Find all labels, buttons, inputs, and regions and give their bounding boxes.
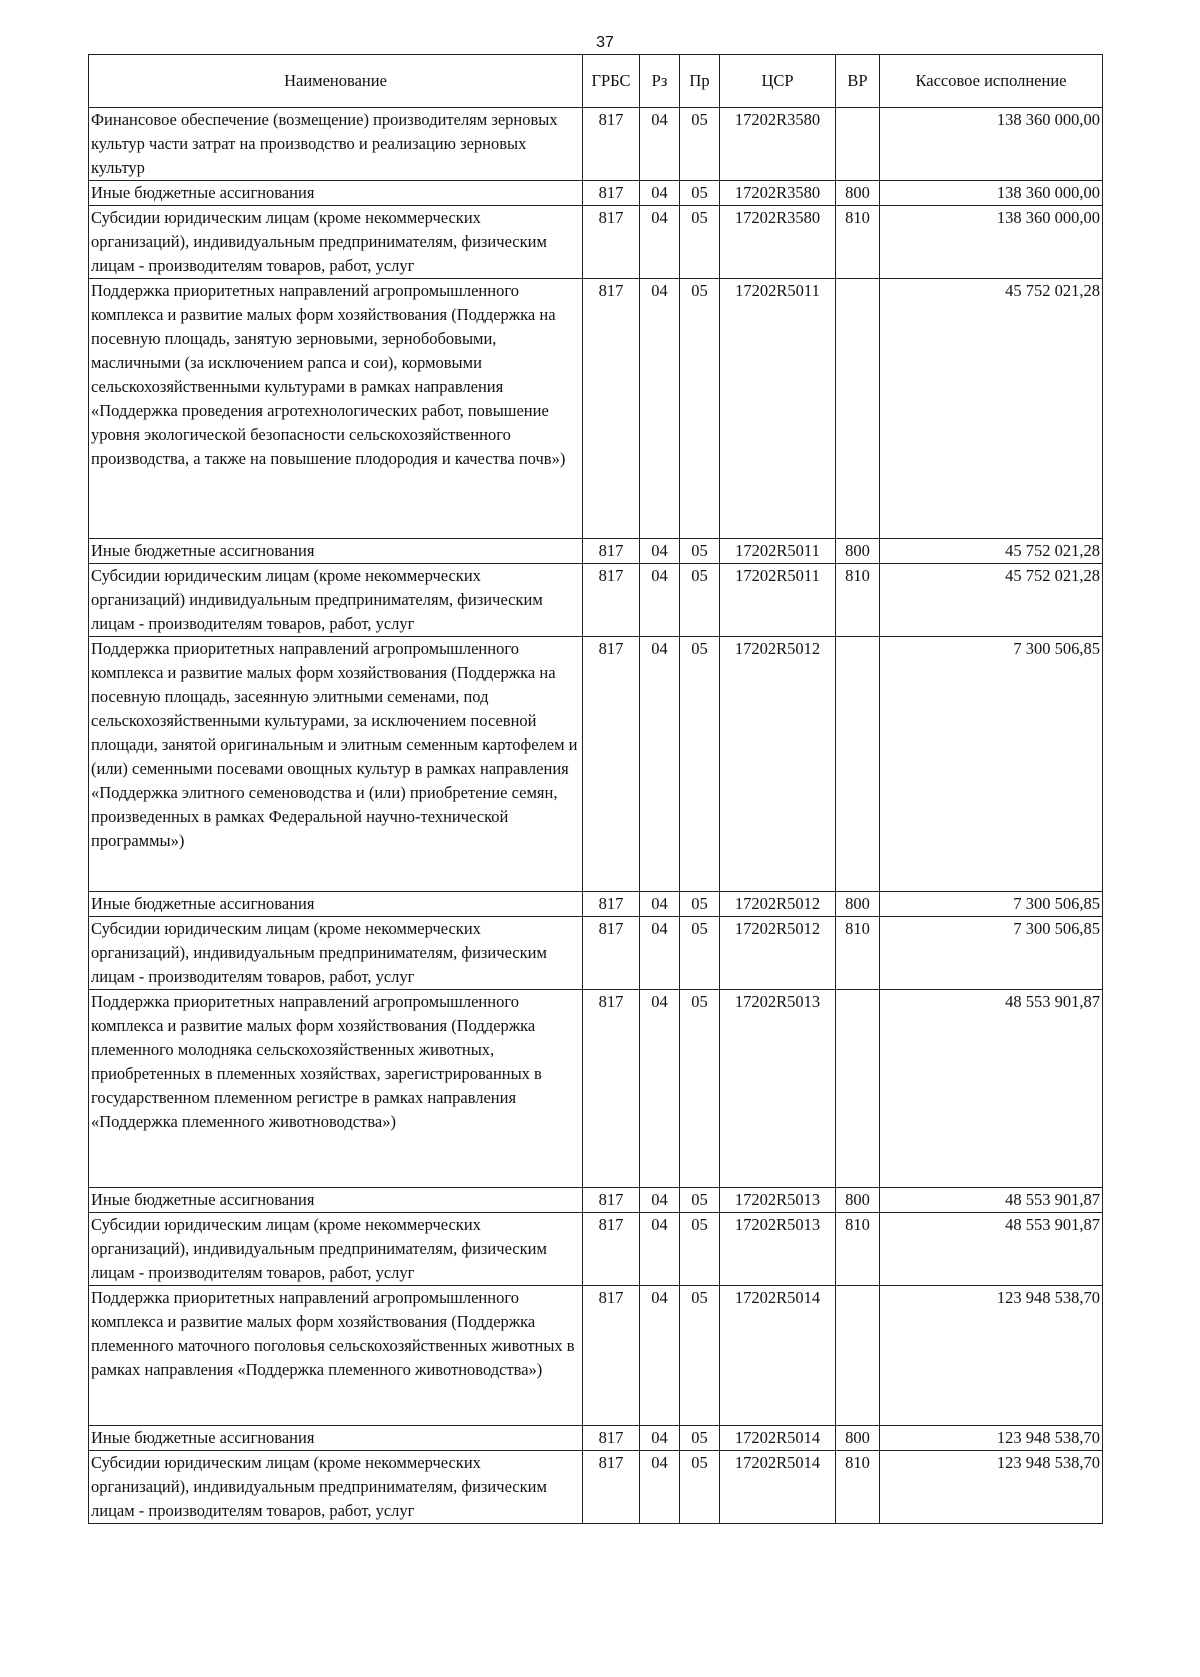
cell-grbs: 817 — [583, 1188, 640, 1213]
cell-vr: 810 — [836, 206, 880, 279]
header-amount: Кассовое исполнение — [880, 55, 1103, 108]
cell-name: Финансовое обеспечение (возмещение) производителям зерновых культур части затрат на производство и реализацию зерновых культур — [89, 108, 583, 181]
header-row — [89, 55, 1103, 108]
header-grbs: ГРБС — [583, 55, 640, 108]
cell-grbs: 817 — [583, 279, 640, 539]
cell-pr: 05 — [680, 990, 720, 1188]
cell-pr: 05 — [680, 206, 720, 279]
header-pr: Пр — [680, 55, 720, 108]
table-row — [89, 637, 1103, 892]
cell-name: Поддержка приоритетных направлений агропромышленного комплекса и развитие малых форм хозяйствования (Поддержка племенного маточного поголовья сельскохозяйственных животных в рамках направления «Поддержка племенного животноводства») — [89, 1286, 583, 1426]
cell-csr: 17202R3580 — [720, 108, 836, 181]
cell-rz: 04 — [640, 990, 680, 1188]
cell-rz: 04 — [640, 108, 680, 181]
cell-grbs: 817 — [583, 206, 640, 279]
header-name: Наименование — [89, 55, 583, 108]
cell-rz: 04 — [640, 1213, 680, 1286]
cell-vr: 810 — [836, 1213, 880, 1286]
cell-grbs: 817 — [583, 990, 640, 1188]
cell-pr: 05 — [680, 1286, 720, 1426]
cell-csr: 17202R5013 — [720, 1188, 836, 1213]
cell-vr: 810 — [836, 564, 880, 637]
cell-name: Иные бюджетные ассигнования — [89, 1188, 583, 1213]
cell-csr: 17202R5013 — [720, 990, 836, 1188]
cell-pr: 05 — [680, 539, 720, 564]
cell-csr: 17202R5014 — [720, 1286, 836, 1426]
cell-name: Иные бюджетные ассигнования — [89, 1426, 583, 1451]
cell-rz: 04 — [640, 917, 680, 990]
page-number: 37 — [596, 34, 614, 51]
cell-name: Поддержка приоритетных направлений агропромышленного комплекса и развитие малых форм хозяйствования (Поддержка племенного молодняка сельскохозяйственных животных, приобретенных в племенных хозяйствах, зарегистрированных в государственном племенном регистре в рамках направления «Поддержка племенного животноводства») — [89, 990, 583, 1188]
cell-grbs: 817 — [583, 181, 640, 206]
cell-amount: 48 553 901,87 — [880, 990, 1103, 1188]
cell-amount: 123 948 538,70 — [880, 1286, 1103, 1426]
cell-vr: 800 — [836, 1188, 880, 1213]
budget-execution-table — [88, 54, 1103, 1524]
cell-name: Субсидии юридическим лицам (кроме некоммерческих организаций), индивидуальным предпринимателям, физическим лицам - производителям товаров, работ, услуг — [89, 1451, 583, 1524]
table-body — [89, 108, 1103, 1524]
cell-vr: 800 — [836, 1426, 880, 1451]
cell-amount: 138 360 000,00 — [880, 108, 1103, 181]
cell-vr: 800 — [836, 539, 880, 564]
table-row — [89, 1286, 1103, 1426]
cell-csr: 17202R5013 — [720, 1213, 836, 1286]
cell-amount: 7 300 506,85 — [880, 637, 1103, 892]
header-csr: ЦСР — [720, 55, 836, 108]
cell-rz: 04 — [640, 564, 680, 637]
cell-rz: 04 — [640, 1188, 680, 1213]
cell-amount: 7 300 506,85 — [880, 917, 1103, 990]
cell-csr: 17202R3580 — [720, 206, 836, 279]
cell-vr — [836, 637, 880, 892]
cell-name: Субсидии юридическим лицам (кроме некоммерческих организаций) индивидуальным предпринимателям, физическим лицам - производителям товаров, работ, услуг — [89, 564, 583, 637]
table-row — [89, 1426, 1103, 1451]
cell-rz: 04 — [640, 1286, 680, 1426]
cell-vr: 800 — [836, 892, 880, 917]
cell-name: Субсидии юридическим лицам (кроме некоммерческих организаций), индивидуальным предпринимателям, физическим лицам - производителям товаров, работ, услуг — [89, 1213, 583, 1286]
cell-grbs: 817 — [583, 1286, 640, 1426]
cell-grbs: 817 — [583, 539, 640, 564]
table-row — [89, 181, 1103, 206]
cell-pr: 05 — [680, 892, 720, 917]
table-row — [89, 279, 1103, 539]
cell-name: Поддержка приоритетных направлений агропромышленного комплекса и развитие малых форм хозяйствования (Поддержка на посевную площадь, занятую зерновыми, зернобобовыми, масличными (за исключением рапса и сои), кормовыми сельскохозяйственными культурами в рамках направления «Поддержка проведения агротехнологических работ, повышение уровня экологической безопасности сельскохозяйственного производства, а также на повышение плодородия и качества почв») — [89, 279, 583, 539]
cell-csr: 17202R5012 — [720, 917, 836, 990]
cell-csr: 17202R5014 — [720, 1426, 836, 1451]
cell-amount: 45 752 021,28 — [880, 539, 1103, 564]
cell-rz: 04 — [640, 539, 680, 564]
cell-vr: 800 — [836, 181, 880, 206]
cell-pr: 05 — [680, 181, 720, 206]
cell-rz: 04 — [640, 637, 680, 892]
table-row — [89, 108, 1103, 181]
table-row — [89, 917, 1103, 990]
cell-csr: 17202R5011 — [720, 539, 836, 564]
cell-name: Иные бюджетные ассигнования — [89, 539, 583, 564]
table-row — [89, 1188, 1103, 1213]
cell-pr: 05 — [680, 1188, 720, 1213]
cell-vr — [836, 108, 880, 181]
cell-amount: 7 300 506,85 — [880, 892, 1103, 917]
cell-grbs: 817 — [583, 637, 640, 892]
cell-vr — [836, 279, 880, 539]
cell-csr: 17202R5011 — [720, 279, 836, 539]
cell-grbs: 817 — [583, 1426, 640, 1451]
cell-rz: 04 — [640, 892, 680, 917]
cell-pr: 05 — [680, 564, 720, 637]
cell-pr: 05 — [680, 637, 720, 892]
cell-name: Иные бюджетные ассигнования — [89, 181, 583, 206]
table-row — [89, 206, 1103, 279]
cell-rz: 04 — [640, 181, 680, 206]
cell-grbs: 817 — [583, 1451, 640, 1524]
table-row — [89, 892, 1103, 917]
cell-grbs: 817 — [583, 1213, 640, 1286]
cell-vr: 810 — [836, 1451, 880, 1524]
cell-rz: 04 — [640, 1451, 680, 1524]
table-row — [89, 539, 1103, 564]
cell-csr: 17202R5014 — [720, 1451, 836, 1524]
cell-vr — [836, 1286, 880, 1426]
cell-vr — [836, 990, 880, 1188]
cell-csr: 17202R3580 — [720, 181, 836, 206]
cell-amount: 45 752 021,28 — [880, 564, 1103, 637]
table-row — [89, 990, 1103, 1188]
cell-pr: 05 — [680, 1213, 720, 1286]
cell-amount: 138 360 000,00 — [880, 206, 1103, 279]
cell-pr: 05 — [680, 1451, 720, 1524]
cell-rz: 04 — [640, 206, 680, 279]
table-row — [89, 1213, 1103, 1286]
cell-name: Иные бюджетные ассигнования — [89, 892, 583, 917]
cell-csr: 17202R5012 — [720, 637, 836, 892]
cell-csr: 17202R5011 — [720, 564, 836, 637]
cell-grbs: 817 — [583, 108, 640, 181]
cell-vr: 810 — [836, 917, 880, 990]
cell-pr: 05 — [680, 279, 720, 539]
table-row — [89, 564, 1103, 637]
cell-amount: 123 948 538,70 — [880, 1426, 1103, 1451]
cell-pr: 05 — [680, 1426, 720, 1451]
cell-name: Субсидии юридическим лицам (кроме некоммерческих организаций), индивидуальным предпринимателям, физическим лицам - производителям товаров, работ, услуг — [89, 917, 583, 990]
cell-grbs: 817 — [583, 917, 640, 990]
cell-csr: 17202R5012 — [720, 892, 836, 917]
header-vr: ВР — [836, 55, 880, 108]
cell-name: Поддержка приоритетных направлений агропромышленного комплекса и развитие малых форм хозяйствования (Поддержка на посевную площадь, засеянную элитными семенами, под сельскохозяйственными культурами, за исключением посевной площади, занятой оригинальным и элитным семенным картофелем и (или) семенными посевами овощных культур в рамках направления «Поддержка элитного семеноводства и (или) приобретение семян, произведенных в рамках Федеральной научно-технической программы») — [89, 637, 583, 892]
cell-pr: 05 — [680, 108, 720, 181]
cell-amount: 48 553 901,87 — [880, 1188, 1103, 1213]
header-rz: Рз — [640, 55, 680, 108]
cell-amount: 123 948 538,70 — [880, 1451, 1103, 1524]
cell-amount: 48 553 901,87 — [880, 1213, 1103, 1286]
cell-amount: 45 752 021,28 — [880, 279, 1103, 539]
cell-grbs: 817 — [583, 892, 640, 917]
cell-grbs: 817 — [583, 564, 640, 637]
cell-rz: 04 — [640, 1426, 680, 1451]
cell-pr: 05 — [680, 917, 720, 990]
table-row — [89, 1451, 1103, 1524]
cell-amount: 138 360 000,00 — [880, 181, 1103, 206]
cell-rz: 04 — [640, 279, 680, 539]
cell-name: Субсидии юридическим лицам (кроме некоммерческих организаций), индивидуальным предпринимателям, физическим лицам - производителям товаров, работ, услуг — [89, 206, 583, 279]
